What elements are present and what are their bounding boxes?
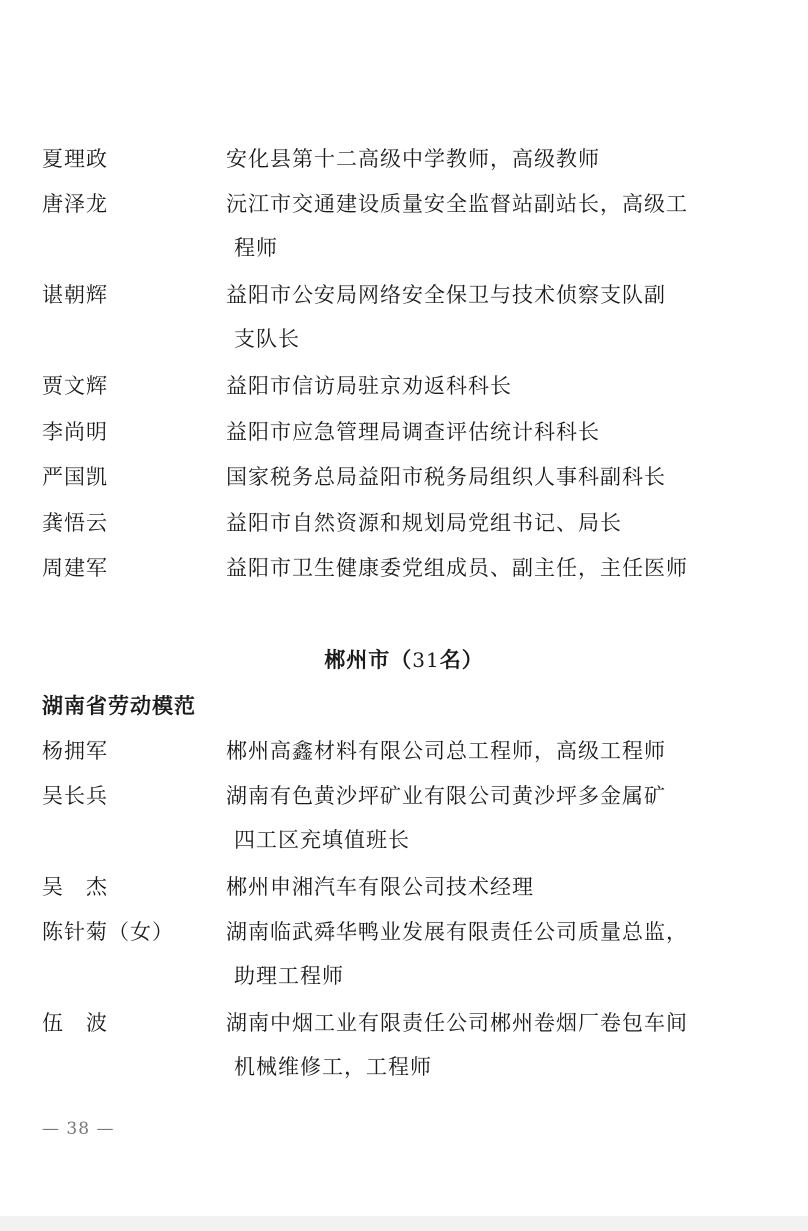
person-title (226, 1011, 726, 1099)
person-name: 龚悟云 (42, 511, 108, 535)
person-name: 李尚明 (42, 420, 108, 444)
title-line: 益阳市信访局驻京劝返科科长 (226, 374, 512, 398)
person-title (226, 374, 726, 418)
person-title (226, 511, 726, 555)
title-line: 益阳市应急管理局调查评估统计科科长 (226, 420, 600, 444)
title-line: 郴州高鑫材料有限公司总工程师，高级工程师 (226, 739, 666, 763)
title-line: 国家税务总局益阳市税务局组织人事科副科长 (226, 465, 666, 489)
person-title (226, 875, 726, 919)
city-count: 31 (412, 648, 440, 672)
page-bottom-edge (0, 1216, 808, 1231)
title-line: 四工区充填值班长 (234, 828, 410, 852)
title-line: 益阳市公安局网络安全保卫与技术侦察支队副 (226, 283, 666, 307)
person-title (226, 465, 726, 509)
person-title (226, 556, 726, 600)
person-name: 严国凯 (42, 465, 108, 489)
title-line: 湖南中烟工业有限责任公司郴州卷烟厂卷包车间 (226, 1011, 688, 1035)
title-line: 湖南有色黄沙坪矿业有限公司黄沙坪多金属矿 (226, 784, 666, 808)
person-name: 谌朝辉 (42, 283, 108, 307)
city-heading (0, 648, 808, 672)
section-heading: 湖南省劳动模范 (42, 694, 196, 718)
person-title (226, 920, 726, 1008)
person-title (226, 283, 726, 371)
page-number: — 38 — (42, 1119, 115, 1139)
title-line: 安化县第十二高级中学教师，高级教师 (226, 147, 600, 171)
title-line: 支队长 (234, 327, 300, 351)
person-name: 周建军 (42, 556, 108, 580)
title-line: 湖南临武舜华鸭业发展有限责任公司质量总监， (226, 920, 688, 944)
city-count-unit: 名） (439, 648, 484, 672)
person-title (226, 147, 726, 191)
title-line: 机械维修工，工程师 (234, 1055, 432, 1079)
person-name: 贾文辉 (42, 374, 108, 398)
title-line: 益阳市卫生健康委党组成员、副主任，主任医师 (226, 556, 688, 580)
person-title (226, 192, 726, 280)
title-line: 益阳市自然资源和规划局党组书记、局长 (226, 511, 622, 535)
person-name: 伍 波 (42, 1011, 108, 1035)
person-name: 夏理政 (42, 147, 108, 171)
person-title (226, 739, 726, 783)
person-name: 陈针菊（女） (42, 920, 174, 944)
person-name: 吴 杰 (42, 875, 108, 899)
title-line: 沅江市交通建设质量安全监督站副站长，高级工 (226, 192, 688, 216)
title-line: 助理工程师 (234, 964, 344, 988)
person-name: 吴长兵 (42, 784, 108, 808)
title-line: 郴州申湘汽车有限公司技术经理 (226, 875, 534, 899)
city-count-open: （ (390, 648, 413, 672)
person-name: 唐泽龙 (42, 192, 108, 216)
person-title (226, 420, 726, 464)
city-name: 郴州市 (324, 648, 391, 672)
person-title (226, 784, 726, 872)
person-name: 杨拥军 (42, 739, 108, 763)
title-line: 程师 (234, 236, 278, 260)
